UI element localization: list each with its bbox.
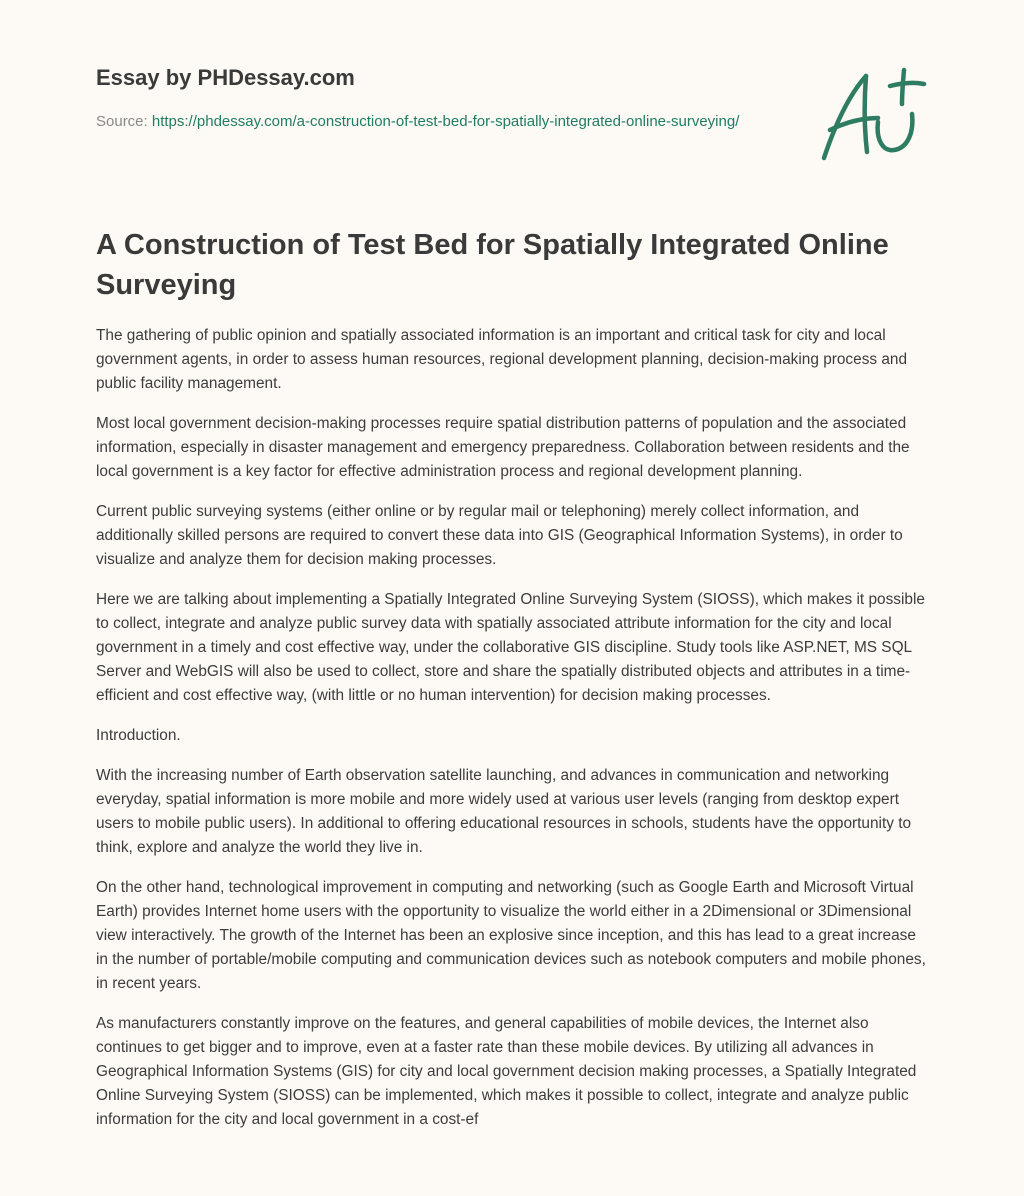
site-name: Essay by PHDessay.com <box>96 65 355 90</box>
paragraph: The gathering of public opinion and spatially associated information is an important and critical task for city and local government agents, in order to assess human resources, regional development planning, decision-making process and public facility management. <box>96 327 908 392</box>
paragraph: Here we are talking about implementing a Spatially Integrated Online Surveying System (SIOSS), which makes it possible to collect, integrate and analyze public survey data with spatially associated attribute information for the city and local government in a timely and cost effective way, under the collaborative GIS discipline. Study tools like ASP.NET, MS SQL Server and WebGIS will also be used to collect, store and share the spatially distributed objects and attributes in a time-efficient and cost effective way, (with little or no human intervention) for decision making processes. <box>96 591 925 704</box>
introduction-heading: Introduction. <box>96 727 181 744</box>
source-label: Source: <box>96 113 152 130</box>
paragraph: Most local government decision-making processes require spatial distribution patterns of population and the associated information, especially in disaster management and emergency preparedness. Collaboration between residents and the local government is a key factor for effective administration process and regional development planning. <box>96 415 910 480</box>
paragraph: As manufacturers constantly improve on the features, and general capabilities of mobile devices, the Internet also continues to get bigger and to improve, even at a faster rate than these mobile devices. By utilizing all advances in Geographical Information Systems (GIS) for city and local government decision making processes, a Spatially Integrated Online Surveying System (SIOSS) can be implemented, which makes it possible to collect, integrate and analyze public information for the city and local government in a cost-ef <box>96 1015 917 1128</box>
essay-body <box>96 324 932 1148</box>
source-link[interactable]: https://phdessay.com/a-construction-of-test-bed-for-spatially-integrated-online-surveying/ <box>151 113 740 130</box>
essay-title: A Construction of Test Bed for Spatially Integrated Online Surveying <box>96 229 889 301</box>
paragraph: On the other hand, technological improvement in computing and networking (such as Google Earth and Microsoft Virtual Earth) provides Internet home users with the opportunity to visualize the world either in a 2Dimensional or 3Dimensional view interactively. The growth of the Internet has been an explosive since inception, and this has lead to a great increase in the number of portable/mobile computing and communication devices such as notebook computers and mobile phones, in recent years. <box>96 879 926 992</box>
a-plus-logo-icon <box>820 66 930 166</box>
paragraph: With the increasing number of Earth observation satellite launching, and advances in communication and networking everyday, spatial information is more mobile and more widely used at various user levels (ranging from desktop expert users to mobile public users). In additional to offering educational resources in schools, students have the opportunity to think, explore and analyze the world they live in. <box>96 767 912 856</box>
source-line <box>96 110 776 134</box>
page-header <box>96 0 928 200</box>
paragraph: Current public surveying systems (either online or by regular mail or telephoning) merely collect information, and additionally skilled persons are required to convert these data into GIS (Geographical Information Systems), in order to visualize and analyze them for decision making processes. <box>96 503 903 568</box>
